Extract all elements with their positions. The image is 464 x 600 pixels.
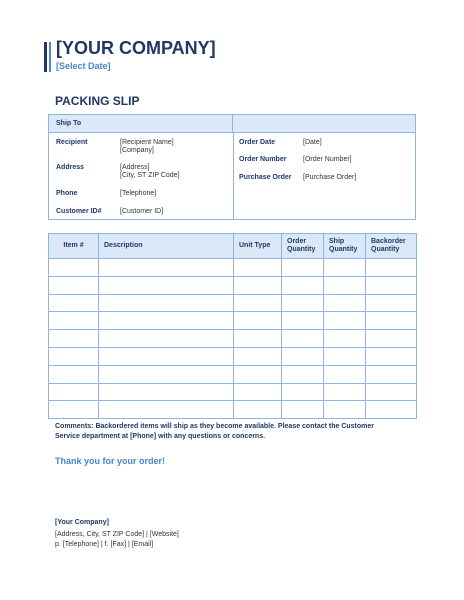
table-cell[interactable] <box>234 312 282 330</box>
table-cell[interactable] <box>234 401 282 419</box>
table-row <box>49 383 417 401</box>
table-cell[interactable] <box>49 365 99 383</box>
table-cell[interactable] <box>366 401 417 419</box>
table-cell[interactable] <box>49 347 99 365</box>
recipient-label: Recipient <box>56 139 88 146</box>
recipient-name-value[interactable]: [Recipient Name] <box>120 139 174 146</box>
table-cell[interactable] <box>282 330 324 348</box>
table-cell[interactable] <box>324 330 366 348</box>
order-date-label: Order Date <box>239 139 276 146</box>
table-row <box>49 276 417 294</box>
table-cell[interactable] <box>282 312 324 330</box>
table-cell[interactable] <box>99 365 234 383</box>
address-value[interactable]: [Address] <box>120 164 150 171</box>
table-row <box>49 401 417 419</box>
table-cell[interactable] <box>366 259 417 277</box>
column-header-backorder-quantity: Backorder Quantity <box>366 234 417 259</box>
footer-contact-line[interactable]: p. [Telephone] | f. [Fax] | [Email] <box>55 541 154 548</box>
table-cell[interactable] <box>282 294 324 312</box>
table-cell[interactable] <box>49 383 99 401</box>
company-name[interactable]: [YOUR COMPANY] <box>56 38 216 58</box>
address-label: Address <box>56 164 85 171</box>
brand-bars <box>44 42 52 72</box>
table-cell[interactable] <box>234 294 282 312</box>
column-header-unit-type: Unit Type <box>234 234 282 259</box>
phone-value[interactable]: [Telephone] <box>120 190 157 197</box>
date-picker[interactable]: [Select Date] <box>56 61 111 71</box>
table-cell[interactable] <box>366 276 417 294</box>
items-table-header-row <box>49 234 417 259</box>
customer-id-value[interactable]: [Customer ID] <box>120 208 164 215</box>
table-cell[interactable] <box>99 276 234 294</box>
table-cell[interactable] <box>99 347 234 365</box>
table-cell[interactable] <box>366 383 417 401</box>
table-cell[interactable] <box>49 401 99 419</box>
table-cell[interactable] <box>282 401 324 419</box>
ship-to-divider <box>233 133 234 219</box>
table-cell[interactable] <box>234 347 282 365</box>
table-cell[interactable] <box>49 294 99 312</box>
column-header-ship-quantity: Ship Quantity <box>324 234 366 259</box>
phone-label: Phone <box>56 190 78 197</box>
items-table <box>48 233 417 419</box>
table-cell[interactable] <box>234 276 282 294</box>
table-row <box>49 312 417 330</box>
table-cell[interactable] <box>49 312 99 330</box>
table-cell[interactable] <box>282 259 324 277</box>
table-cell[interactable] <box>282 276 324 294</box>
table-cell[interactable] <box>49 259 99 277</box>
table-row <box>49 347 417 365</box>
table-cell[interactable] <box>324 365 366 383</box>
ship-to-box <box>48 114 416 220</box>
ship-to-header <box>49 115 233 133</box>
table-cell[interactable] <box>49 330 99 348</box>
footer-company-name[interactable]: [Your Company] <box>55 519 109 526</box>
order-info-header <box>233 115 415 133</box>
order-number-label: Order Number <box>239 156 287 163</box>
table-cell[interactable] <box>99 383 234 401</box>
column-header-description: Description <box>99 234 234 259</box>
table-cell[interactable] <box>234 330 282 348</box>
recipient-company-value[interactable]: [Company] <box>120 147 154 154</box>
table-cell[interactable] <box>234 259 282 277</box>
table-cell[interactable] <box>234 383 282 401</box>
table-cell[interactable] <box>282 347 324 365</box>
city-state-zip-value[interactable]: [City, ST ZIP Code] <box>120 172 180 179</box>
brand-bar-light <box>49 42 51 72</box>
brand-bar-dark <box>44 42 47 72</box>
table-cell[interactable] <box>324 347 366 365</box>
thank-you-text: Thank you for your order! <box>55 456 166 466</box>
table-cell[interactable] <box>99 294 234 312</box>
footer-address-line[interactable]: [Address, City, ST ZIP Code] | [Website] <box>55 531 179 538</box>
customer-id-label: Customer ID# <box>56 208 102 215</box>
table-row <box>49 330 417 348</box>
comments-text: Comments: Backordered items will ship as they become available. Please contact the Customer Service department at [Phone] with any questions or concerns. <box>55 423 374 440</box>
table-row <box>49 259 417 277</box>
purchase-order-label: Purchase Order <box>239 174 292 181</box>
table-cell[interactable] <box>234 365 282 383</box>
table-cell[interactable] <box>99 330 234 348</box>
purchase-order-value[interactable]: [Purchase Order] <box>303 174 357 181</box>
table-cell[interactable] <box>324 259 366 277</box>
order-date-value[interactable]: [Date] <box>303 139 322 146</box>
table-cell[interactable] <box>282 365 324 383</box>
table-cell[interactable] <box>324 401 366 419</box>
table-cell[interactable] <box>366 294 417 312</box>
table-row <box>49 365 417 383</box>
table-cell[interactable] <box>324 294 366 312</box>
table-cell[interactable] <box>366 347 417 365</box>
column-header-item-number: Item # <box>49 234 99 259</box>
table-row <box>49 294 417 312</box>
table-cell[interactable] <box>366 330 417 348</box>
ship-to-header-label: Ship To <box>56 120 82 127</box>
table-cell[interactable] <box>324 276 366 294</box>
document-title: PACKING SLIP <box>55 94 140 108</box>
table-cell[interactable] <box>366 312 417 330</box>
table-cell[interactable] <box>99 259 234 277</box>
table-cell[interactable] <box>324 312 366 330</box>
table-cell[interactable] <box>99 401 234 419</box>
table-cell[interactable] <box>99 312 234 330</box>
table-cell[interactable] <box>282 383 324 401</box>
order-number-value[interactable]: [Order Number] <box>303 156 352 163</box>
table-cell[interactable] <box>366 365 417 383</box>
table-cell[interactable] <box>324 383 366 401</box>
column-header-order-quantity: Order Quantity <box>282 234 324 259</box>
table-cell[interactable] <box>49 276 99 294</box>
